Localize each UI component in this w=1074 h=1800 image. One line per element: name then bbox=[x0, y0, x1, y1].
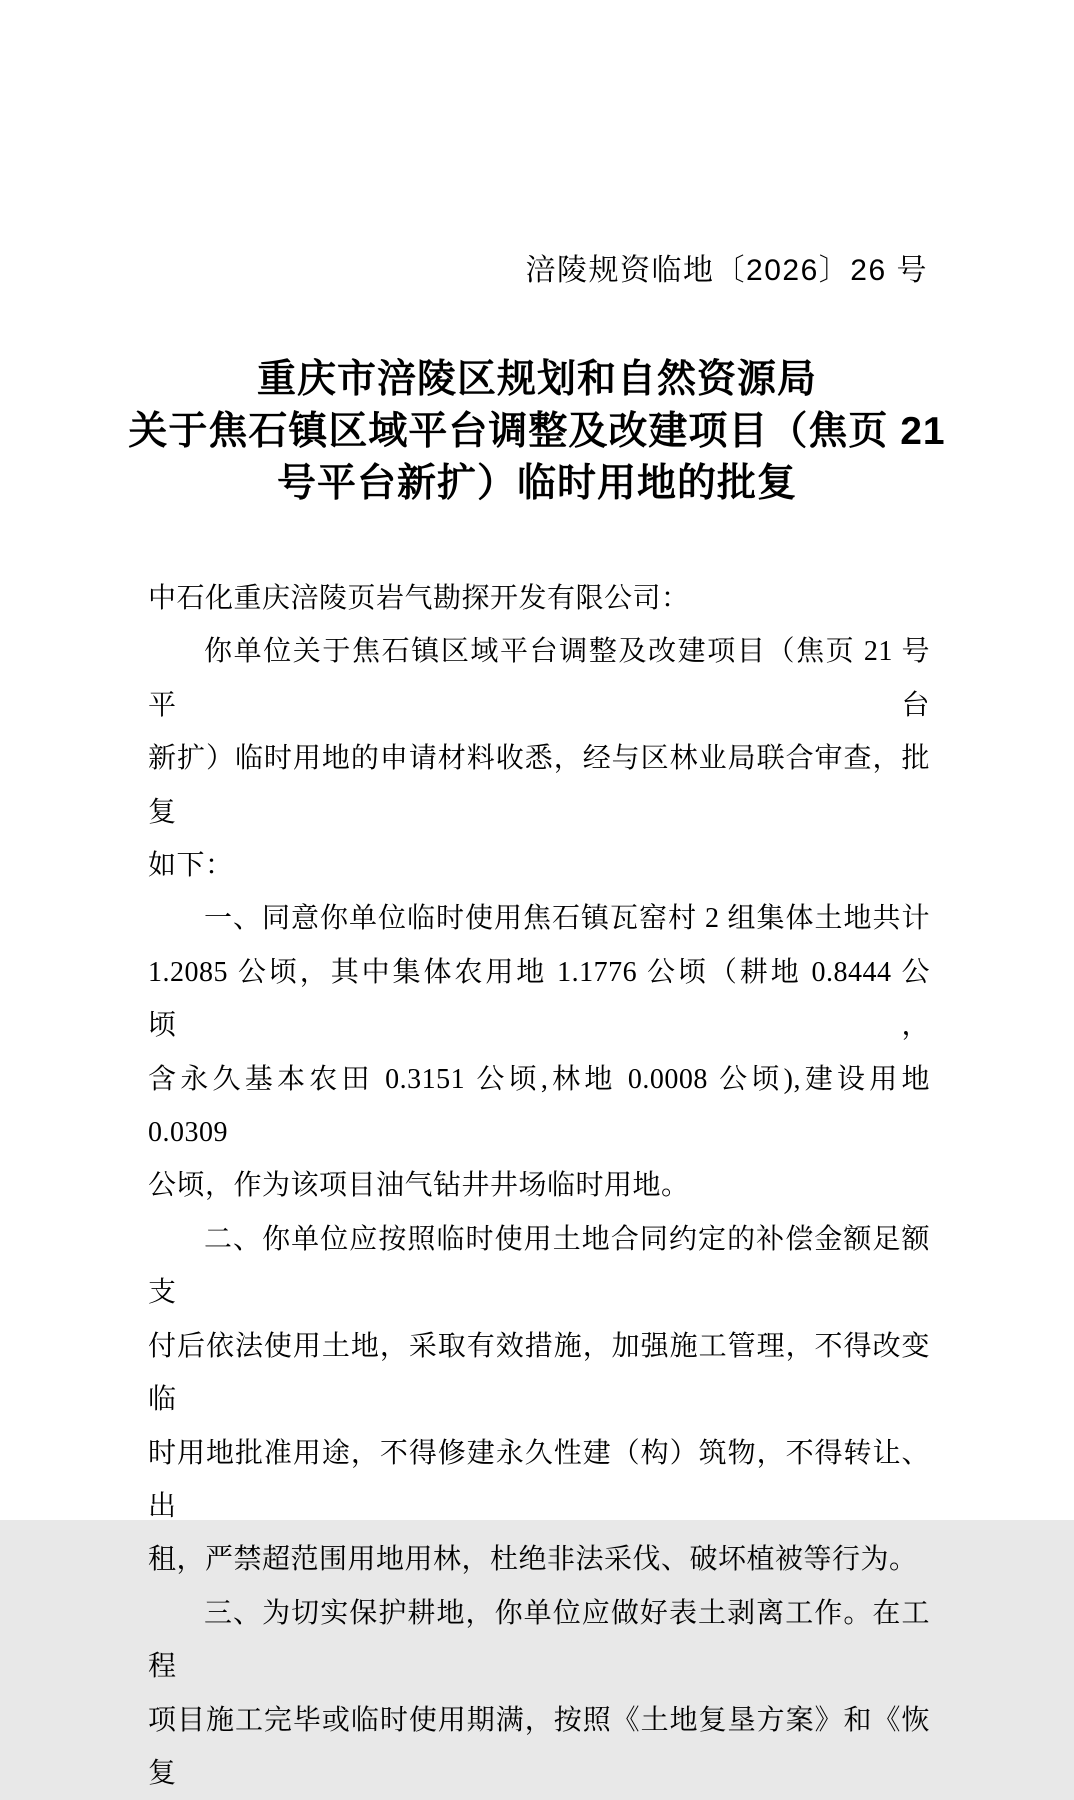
document-title bbox=[50, 354, 1024, 510]
body-line: 付后依法使用土地，采取有效措施，加强施工管理，不得改变临 bbox=[148, 1330, 930, 1416]
body-line: 项目施工完毕或临时使用期满，按照《土地复垦方案》和《恢复 bbox=[148, 1704, 930, 1789]
title-line-2: 关于焦石镇区域平台调整及改建项目（焦页 21 bbox=[128, 410, 946, 453]
body-line: 新扩）临时用地的申请材料收悉，经与区林业局联合审查，批复 bbox=[148, 743, 930, 828]
title-line-1: 重庆市涪陵区规划和自然资源局 bbox=[256, 358, 817, 401]
document-body bbox=[148, 572, 930, 1800]
body-line-item-1: 一、同意你单位临时使用焦石镇瓦窑村 2 组集体土地共计 bbox=[204, 903, 930, 935]
body-line: 含永久基本农田 0.3151 公顷,林地 0.0008 公顷),建设用地 0.0309 bbox=[148, 1063, 930, 1149]
body-line: 1.2085 公顷，其中集体农用地 1.1776 公顷（耕地 0.8444 公顷， bbox=[148, 956, 930, 1042]
body-line: 你单位关于焦石镇区域平台调整及改建项目（焦页 21 号平台 bbox=[148, 636, 930, 721]
document-number: 涪陵规资临地〔2026〕26 号 bbox=[525, 254, 928, 287]
body-line: 如下： bbox=[148, 850, 234, 882]
body-line-item-2: 二、你单位应按照临时使用土地合同约定的补偿金额足额支 bbox=[148, 1223, 930, 1309]
body-line: 租，严禁超范围用地用林，杜绝非法采伐、破坏植被等行为。 bbox=[148, 1544, 918, 1576]
body-line: 时用地批准用途，不得修建永久性建（构）筑物，不得转让、出 bbox=[148, 1437, 930, 1522]
body-line-item-3: 三、为切实保护耕地，你单位应做好表土剥离工作。在工程 bbox=[148, 1597, 930, 1683]
body-line: 公顷，作为该项目油气钻井井场临时用地。 bbox=[148, 1170, 690, 1202]
salutation-line: 中石化重庆涪陵页岩气勘探开发有限公司： bbox=[148, 583, 690, 614]
title-line-3: 号平台新扩）临时用地的批复 bbox=[276, 462, 797, 505]
